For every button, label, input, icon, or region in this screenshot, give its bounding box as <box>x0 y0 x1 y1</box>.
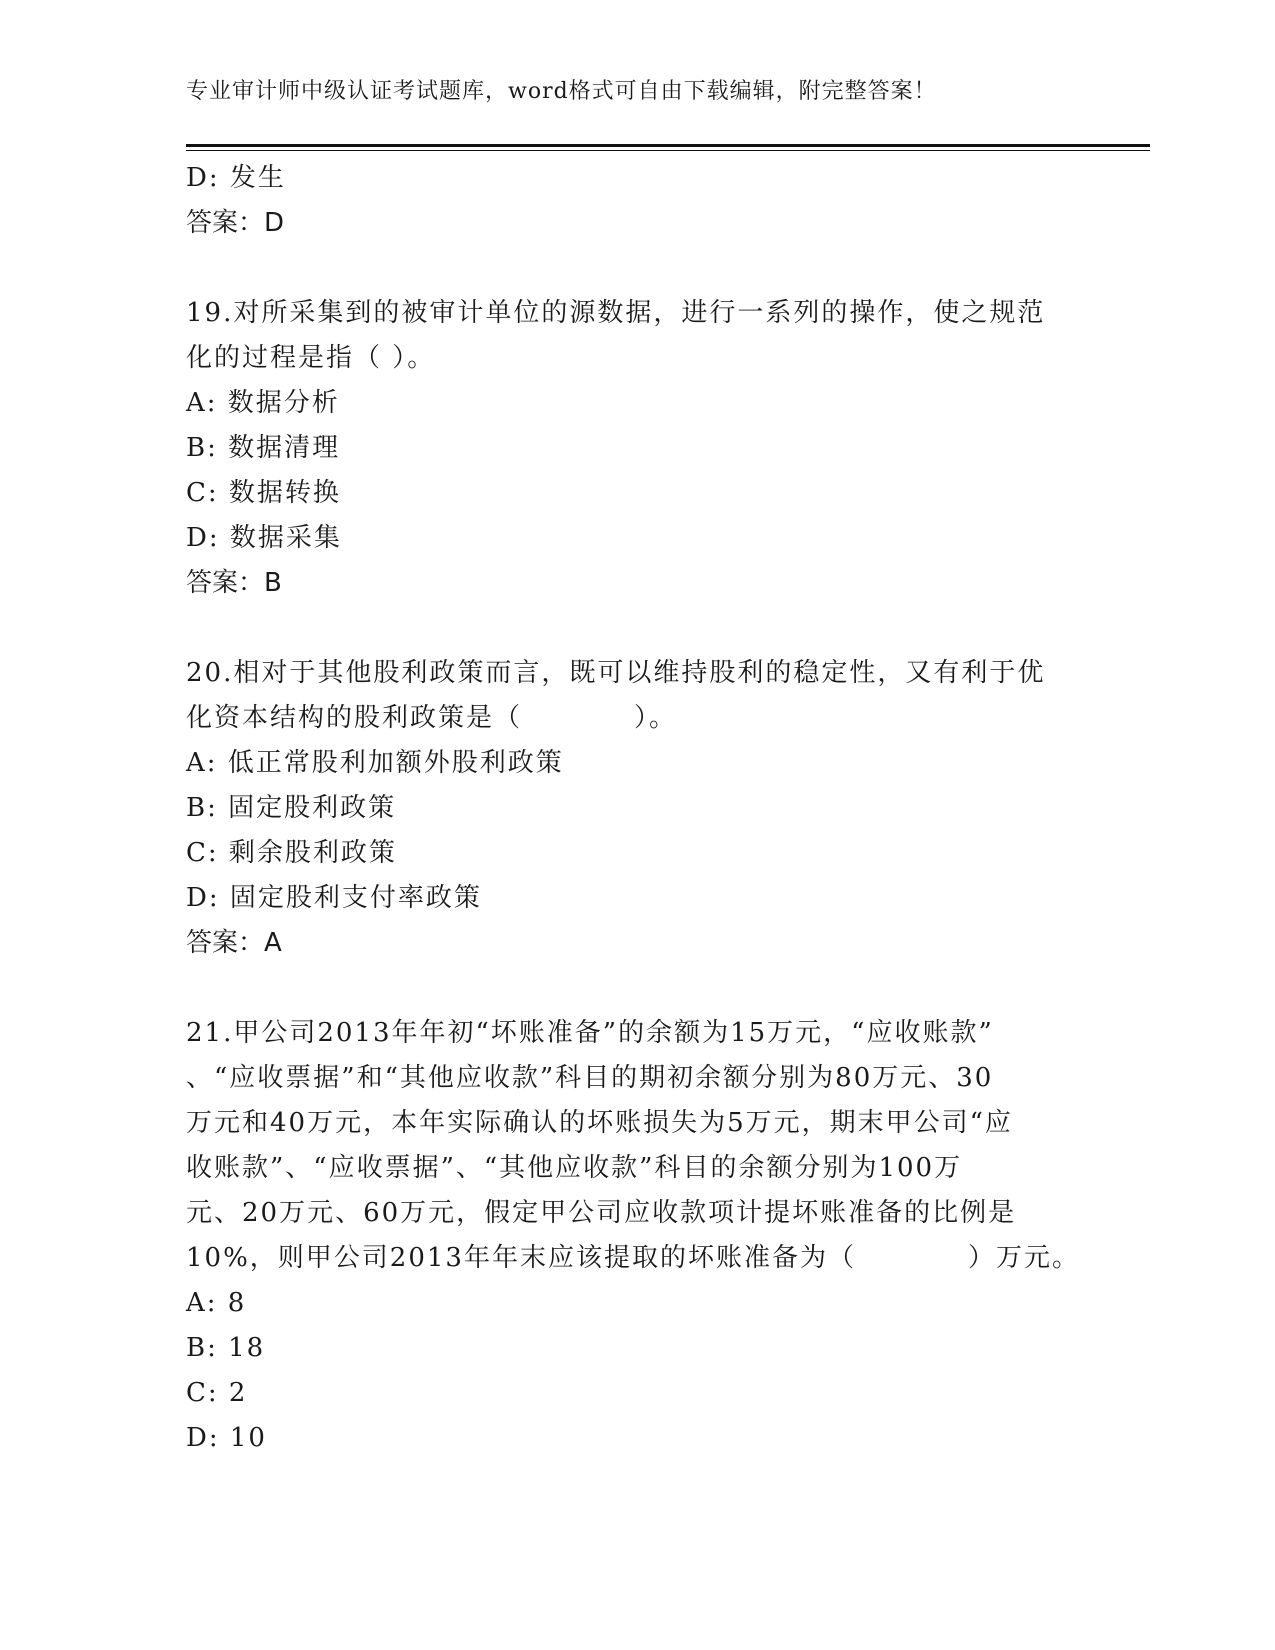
stem-line: 化的过程是指（ ）。 <box>186 343 436 373</box>
stem-line: 、“应收票据”和“其他应收款”科目的期初余额分别为80万元、30 <box>186 1063 994 1093</box>
stem-line: 20.相对于其他股利政策而言，既可以维持股利的稳定性，又有利于优 <box>186 658 1046 688</box>
header-divider-thin <box>186 150 1150 151</box>
stem-line: 21.甲公司2013年年初“坏账准备”的余额为15万元，“应收账款” <box>186 1018 994 1048</box>
answer-line: 答案：D <box>186 208 285 238</box>
option-a: A: 低正常股利加额外股利政策 <box>186 748 564 778</box>
option-a: A: 8 <box>186 1288 247 1318</box>
answer-line: 答案：A <box>186 928 282 958</box>
option-d: D: 发生 <box>186 163 286 193</box>
option-c: C: 2 <box>186 1378 248 1408</box>
header-divider-thick <box>186 144 1150 147</box>
option-d: D: 固定股利支付率政策 <box>186 883 482 913</box>
option-d: D: 10 <box>186 1423 267 1453</box>
question-19-stem <box>186 291 1086 381</box>
spacer <box>186 606 1086 651</box>
stem-line: 19.对所采集到的被审计单位的源数据，进行一系列的操作，使之规范 <box>186 298 1046 328</box>
stem-line: 元、20万元、60万元，假定甲公司应收款项计提坏账准备的比例是 <box>186 1198 1017 1228</box>
page-header-title: 专业审计师中级认证考试题库，word格式可自由下载编辑，附完整答案！ <box>186 79 937 104</box>
option-a: A: 数据分析 <box>186 388 340 418</box>
question-21-stem <box>186 1011 1086 1281</box>
answer-line: 答案：B <box>186 568 282 598</box>
stem-line: 万元和40万元，本年实际确认的坏账损失为5万元，期末甲公司“应 <box>186 1108 1013 1138</box>
spacer <box>186 246 1086 291</box>
stem-line: 收账款”、“应收票据”、“其他应收款”科目的余额分别为100万 <box>186 1153 963 1183</box>
question-content <box>186 156 1086 1461</box>
option-c: C: 数据转换 <box>186 478 341 508</box>
option-b: B: 18 <box>186 1333 266 1363</box>
option-b: B: 固定股利政策 <box>186 793 397 823</box>
spacer <box>186 966 1086 1011</box>
stem-line: 10%，则甲公司2013年年末应该提取的坏账准备为（ ）万元。 <box>186 1243 1080 1273</box>
option-c: C: 剩余股利政策 <box>186 838 397 868</box>
option-d: D: 数据采集 <box>186 523 342 553</box>
question-20-stem <box>186 651 1086 741</box>
stem-line: 化资本结构的股利政策是（ ）。 <box>186 703 678 733</box>
option-b: B: 数据清理 <box>186 433 341 463</box>
